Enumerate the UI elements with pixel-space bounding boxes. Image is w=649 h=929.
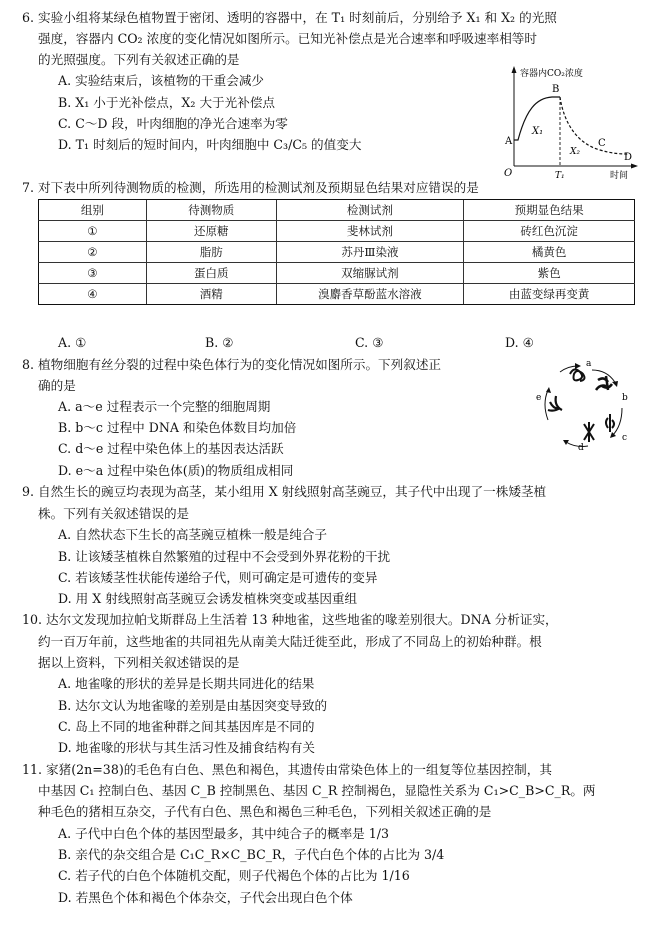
table-cell: ④ <box>39 284 147 305</box>
table-cell: 苏丹Ⅲ染液 <box>276 242 464 263</box>
diagram-label-e: e <box>536 393 542 403</box>
graph-x2: X₂ <box>570 147 581 157</box>
graph-point-a: A <box>505 136 513 147</box>
graph-xlabel: 时间 <box>610 171 629 180</box>
q11-option-a: A. 子代中白色个体的基因型最多，其中纯合子的概率是 1/3 <box>58 826 390 841</box>
graph-origin: O <box>504 168 513 179</box>
q6-stem-line3: 的光照强度。下列有关叙述正确的是 <box>38 52 240 67</box>
diagram-label-b: b <box>622 393 628 403</box>
table-cell: ② <box>39 242 147 263</box>
q9-stem-line2: 株。下列有关叙述错误的是 <box>38 506 190 521</box>
table-row <box>39 221 635 242</box>
q7-stem: 7. 对下表中所列待测物质的检测，所选用的检测试剂及预期显色结果对应错误的是 <box>22 180 479 195</box>
q6-option-c: C. C～D 段，叶肉细胞的净光合速率为零 <box>58 116 288 131</box>
graph-point-b: B <box>552 84 560 95</box>
diagram-label-d: d <box>578 443 584 453</box>
q11-option-d: D. 若黑色个体和褐色个体杂交，子代会出现白色个体 <box>58 890 353 905</box>
q10-stem-line2: 约一百万年前，这些地雀的共同祖先从南美大陆迁徙至此，形成了不同岛上的初始种群。根 <box>38 634 542 649</box>
table-row <box>39 284 635 305</box>
q10-option-b: B. 达尔文认为地雀喙的差别是由基因突变导致的 <box>58 698 328 713</box>
table-header-cell: 检测试剂 <box>276 200 464 221</box>
graph-t1-label: T₁ <box>555 171 565 180</box>
q10-stem-line3: 据以上资料，下列相关叙述错误的是 <box>38 655 240 670</box>
q9-stem-line1: 9. 自然生长的豌豆均表现为高茎，某小组用 X 射线照射高茎豌豆，其子代中出现了一株矮茎植 <box>22 484 547 499</box>
graph-ylabel: 容器内CO₂浓度 <box>520 69 583 79</box>
table-cell: ③ <box>39 263 147 284</box>
table-header-cell: 待测物质 <box>146 200 276 221</box>
q11-stem-line3: 种毛色的猪相互杂交，子代有白色、黑色和褐色三种毛色，下列相关叙述正确的是 <box>38 804 492 819</box>
table-header-row <box>39 200 635 221</box>
q6-stem-line1: 6. 实验小组将某绿色植物置于密闭、透明的容器中，在 T₁ 时刻前后，分别给予 X₁ 和 X₂ 的光照 <box>22 10 557 25</box>
q6-option-a: A. 实验结束后，该植物的干重会减少 <box>58 73 265 88</box>
q8-option-d: D. e～a 过程中染色体(质)的物质组成相同 <box>58 463 294 478</box>
table-row <box>39 242 635 263</box>
table-cell: 脂肪 <box>146 242 276 263</box>
diagram-label-c: c <box>622 433 628 443</box>
q9-option-a: A. 自然状态下生长的高茎豌豆植株一般是纯合子 <box>58 527 327 542</box>
q11-stem-line2: 中基因 C₁ 控制白色、基因 C_B 控制黑色、基因 C_R 控制褐色，显隐性关系为 C₁>C_B>C_R。两 <box>38 783 596 798</box>
table-cell: 紫色 <box>464 263 635 284</box>
q8-option-b: B. b～c 过程中 DNA 和染色体数目均加倍 <box>58 420 297 435</box>
q7-table <box>38 199 635 305</box>
q8-stem-line2: 确的是 <box>38 378 76 393</box>
table-cell: 双缩脲试剂 <box>276 263 464 284</box>
q6-co2-graph <box>500 62 640 180</box>
q11-option-b: B. 亲代的杂交组合是 C₁C_R×C_BC_R，子代白色个体的占比为 3/4 <box>58 847 445 862</box>
q8-stem-line1: 8. 植物细胞有丝分裂的过程中染色体行为的变化情况如图所示。下列叙述正 <box>22 357 442 372</box>
q6-option-b: B. X₁ 小于光补偿点，X₂ 大于光补偿点 <box>58 95 276 110</box>
q11-option-c: C. 若子代的白色个体随机交配，则子代褐色个体的占比为 1/16 <box>58 868 410 883</box>
table-cell: 酒精 <box>146 284 276 305</box>
graph-curve-bd <box>560 97 628 154</box>
table-cell: 橘黄色 <box>464 242 635 263</box>
table-row <box>39 263 635 284</box>
table-cell: 蛋白质 <box>146 263 276 284</box>
q8-chromosome-cycle-diagram <box>526 356 644 456</box>
q10-option-d: D. 地雀喙的形状与其生活习性及捕食结构有关 <box>58 740 315 755</box>
q7-option-b: B. ② <box>205 335 234 350</box>
q9-option-b: B. 让该矮茎植株自然繁殖的过程中不会受到外界花粉的干扰 <box>58 549 391 564</box>
q8-option-a: A. a～e 过程表示一个完整的细胞周期 <box>58 399 271 414</box>
q7-option-a: A. ① <box>58 335 87 350</box>
q10-option-a: A. 地雀喙的形状的差异是长期共同进化的结果 <box>58 676 315 691</box>
q10-stem-line1: 10. 达尔文发现加拉帕戈斯群岛上生活着 13 种地雀，这些地雀的喙差别很大。DNA 分析证实， <box>22 612 558 627</box>
q10-option-c: C. 岛上不同的地雀种群之间其基因库是不同的 <box>58 719 315 734</box>
table-header-cell: 预期显色结果 <box>464 200 635 221</box>
table-cell: 斐林试剂 <box>276 221 464 242</box>
graph-point-c: C <box>598 138 606 149</box>
q11-stem-line1: 11. 家猪(2n=38)的毛色有白色、黑色和褐色，其遗传由常染色体上的一组复等位基因控制，其 <box>22 762 552 777</box>
q7-option-d: D. ④ <box>505 335 534 350</box>
graph-x1: X₁ <box>532 126 544 137</box>
table-cell: 由蓝变绿再变黄 <box>464 284 635 305</box>
q9-option-d: D. 用 X 射线照射高茎豌豆会诱发植株突变或基因重组 <box>58 591 358 606</box>
table-cell: ① <box>39 221 147 242</box>
graph-point-d: D <box>624 152 633 163</box>
q9-option-c: C. 若该矮茎性状能传递给子代，则可确定是可遗传的变异 <box>58 570 378 585</box>
table-header-cell: 组别 <box>39 200 147 221</box>
table-cell: 溴麝香草酚蓝水溶液 <box>276 284 464 305</box>
table-cell: 砖红色沉淀 <box>464 221 635 242</box>
q7-option-c: C. ③ <box>355 335 384 350</box>
diagram-label-a: a <box>586 359 592 369</box>
q6-option-d: D. T₁ 时刻后的短时间内，叶肉细胞中 C₃/C₅ 的值变大 <box>58 137 362 152</box>
q6-stem-line2: 强度，容器内 CO₂ 浓度的变化情况如图所示。已知光补偿点是光合速率和呼吸速率相等时 <box>38 31 537 46</box>
table-cell: 还原糖 <box>146 221 276 242</box>
q8-option-c: C. d～e 过程中染色体上的基因表达活跃 <box>58 441 284 456</box>
